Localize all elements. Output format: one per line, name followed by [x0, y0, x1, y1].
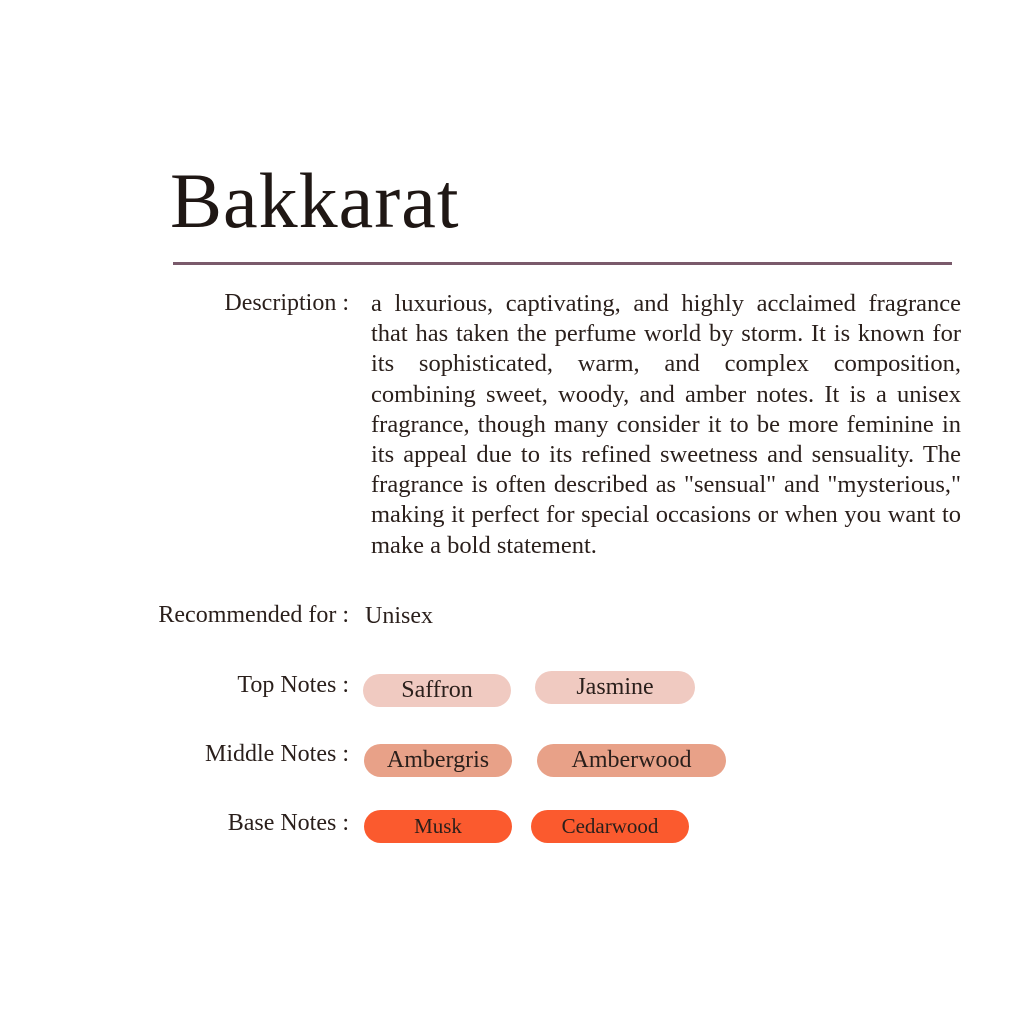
top-notes-label: Top Notes :	[237, 672, 349, 698]
description-label: Description :	[224, 290, 349, 316]
note-pill-ambergris: Ambergris	[364, 744, 512, 777]
page-title: Bakkarat	[170, 157, 460, 244]
description-text: a luxurious, captivating, and highly acclaimed fragrance that has taken the perfume world by storm. It is known for its sophisticated, warm, and complex composition, combining sweet, woody, and amber notes. It is a unisex fragrance, though many consider it to be more feminine in its appeal due to its refined sweetness and sensuality. The fragrance is often described as "sensual" and "mysterious," making it perfect for special occasions or when you want to make a bold statement.	[371, 290, 961, 559]
note-pill-jasmine: Jasmine	[535, 671, 695, 704]
note-pill-musk: Musk	[364, 810, 512, 843]
title-divider	[173, 262, 952, 265]
note-pill-amberwood: Amberwood	[537, 744, 726, 777]
recommended-label: Recommended for :	[158, 602, 349, 628]
middle-notes-label: Middle Notes :	[205, 741, 349, 767]
note-pill-cedarwood: Cedarwood	[531, 810, 689, 843]
note-pill-saffron: Saffron	[363, 674, 511, 707]
base-notes-label: Base Notes :	[227, 810, 349, 836]
recommended-value: Unisex	[365, 603, 433, 629]
